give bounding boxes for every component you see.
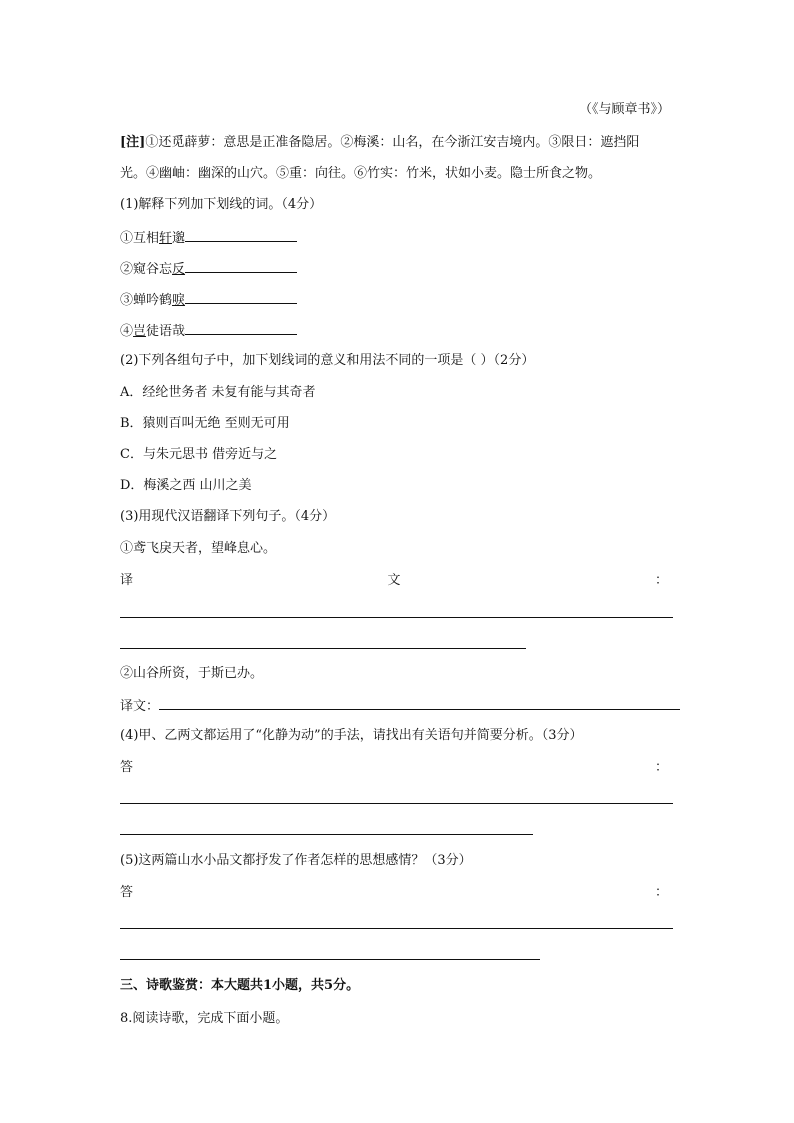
question-1-prompt: (1)解释下列加下划线的词。（4分） (120, 197, 323, 212)
section-3-heading: 三、诗歌鉴赏：本大题共1小题，共5分。 (120, 978, 360, 993)
answer-line[interactable] (120, 959, 540, 960)
answer-label-row (120, 883, 668, 903)
question-3-sentence-1: ①鸢飞戾天者，望峰息心。 (120, 541, 277, 556)
note-line-1 (120, 133, 680, 153)
item-pre: ③蝉吟鹤 (120, 293, 173, 308)
translation-label-row (120, 571, 668, 591)
label-char: 译 (120, 573, 134, 588)
label-char: ： (654, 573, 668, 588)
answer-line[interactable] (120, 617, 673, 618)
answer-line[interactable] (120, 834, 533, 835)
question-2-option-d: D．梅溪之西 山川之美 (120, 478, 252, 493)
question-3-prompt: (3)用现代汉语翻译下列句子。（4分） (120, 509, 336, 524)
answer-colon: ： (654, 885, 668, 900)
item-pre: ④ (120, 324, 134, 339)
question-1-item-1 (120, 227, 680, 249)
answer-label: 答 (120, 885, 134, 900)
question-1-item-4 (120, 320, 680, 342)
question-2-option-b: B．猿则百叫无绝 至则无可用 (120, 416, 290, 431)
underlined-word: 反 (172, 262, 186, 277)
question-2-option-a: A．经纶世务者 未复有能与其奇者 (120, 385, 316, 400)
item-pre: ②窥谷忘 (120, 262, 173, 277)
question-2-prompt: (2)下列各组句子中，加下划线词的意义和用法不同的一项是（ ）（2分） (120, 353, 535, 368)
question-1-item-2 (120, 258, 680, 280)
answer-line[interactable] (120, 803, 673, 804)
question-4-prompt: (4)甲、乙两文都运用了“化静为动”的手法，请找出有关语句并简要分析。（3分） (120, 728, 583, 743)
source-citation: （《与顾章书》） (578, 102, 670, 117)
translation-label: 译文： (120, 699, 160, 714)
underlined-word: 岂 (133, 324, 147, 339)
answer-blank[interactable] (185, 227, 297, 242)
item-pre: ①互相 (120, 231, 160, 246)
answer-blank[interactable] (185, 320, 297, 335)
answer-colon: ： (654, 760, 668, 775)
question-2-option-c: C．与朱元思书 借旁近与之 (120, 447, 278, 462)
answer-line[interactable] (159, 695, 680, 710)
answer-blank[interactable] (185, 258, 297, 273)
answer-line[interactable] (120, 928, 673, 929)
note-text-1: ①还觅薜萝：意思是正准备隐居。②梅溪：山名，在今浙江安吉境内。③限日：遮挡阳 (145, 135, 640, 150)
item-post: 邈 (172, 231, 186, 246)
answer-label: 答 (120, 760, 134, 775)
item-post: 徒语哉 (146, 324, 186, 339)
underlined-word: 轩 (159, 231, 173, 246)
question-8-prompt: 8.阅读诗歌，完成下面小题。 (120, 1011, 289, 1026)
note-label: [注] (120, 135, 146, 150)
underlined-word: 唳 (172, 293, 186, 308)
question-5-prompt: (5)这两篇山水小品文都抒发了作者怎样的思想感情？（3分） (120, 853, 472, 868)
label-char: 文 (387, 573, 401, 588)
note-line-2: 光。④幽岫：幽深的山穴。⑤重：向往。⑥竹实：竹米，状如小麦。隐士所食之物。 (120, 166, 602, 181)
question-1-item-3 (120, 289, 680, 311)
answer-label-row (120, 758, 668, 778)
question-3-sentence-2: ②山谷所资，于斯已办。 (120, 666, 264, 681)
translation-row-2 (120, 695, 680, 717)
answer-line[interactable] (120, 648, 526, 649)
answer-blank[interactable] (185, 289, 297, 304)
